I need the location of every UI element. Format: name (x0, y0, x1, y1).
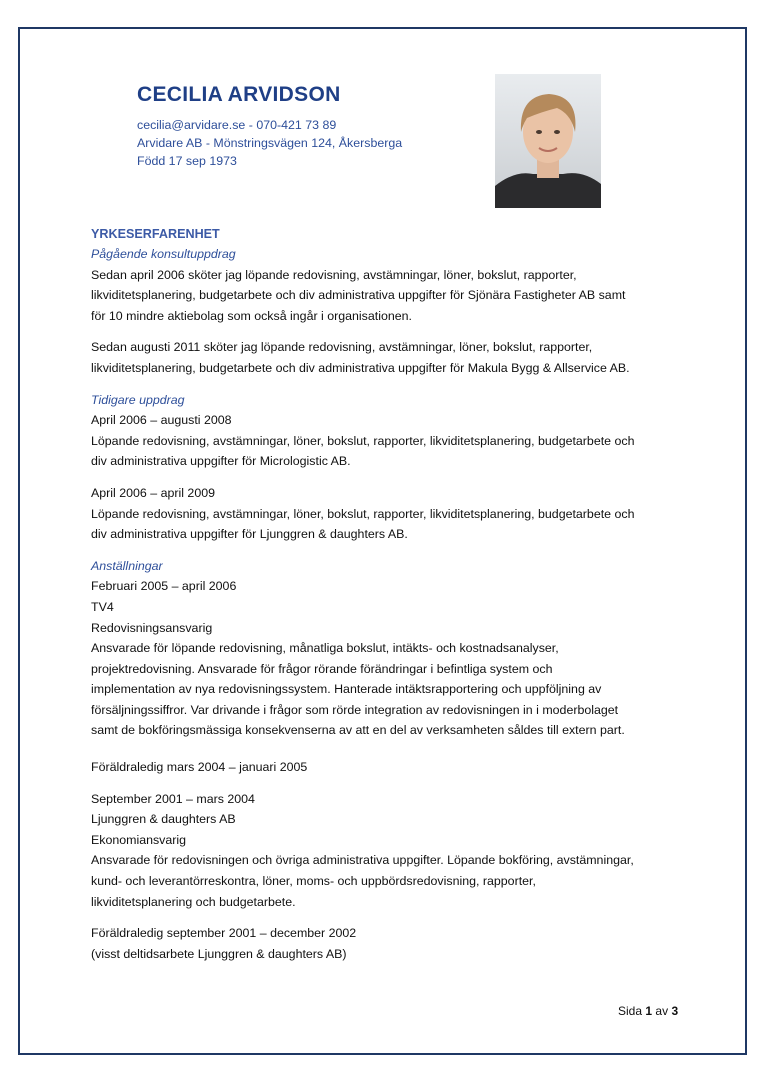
text-line: div administrativa uppgifter för Micrologistic AB. (91, 454, 351, 469)
page-label: Sida (618, 1004, 643, 1018)
person-name: CECILIA ARVIDSON (137, 83, 341, 106)
text-line: Sedan augusti 2011 sköter jag löpande redovisning, avstämningar, löner, bokslut, rapporter, (91, 340, 593, 355)
text-line: Löpande redovisning, avstämningar, löner, bokslut, rapporter, likviditetsplanering, budgetarbete och (91, 433, 635, 448)
text-line: Löpande redovisning, avstämningar, löner, bokslut, rapporter, likviditetsplanering, budgetarbete och (91, 506, 635, 521)
page-current: 1 (645, 1004, 653, 1018)
text-line: Ansvarade för redovisningen och övriga administrativa uppgifter. Löpande bokföring, avstämningar, (91, 853, 634, 868)
assignment-micrologistic (91, 410, 681, 472)
cv-body (91, 224, 681, 964)
page-number (618, 1004, 678, 1018)
text-line: div administrativa uppgifter för Ljunggren & daughters AB. (91, 527, 408, 542)
assignment-ljunggren (91, 483, 681, 545)
text-line: kund- och leverantörreskontra, löner, moms- och uppbördsredovisning, rapporter, (91, 874, 536, 889)
employment-ljunggren (91, 789, 681, 913)
assignment-period: April 2006 – april 2009 (91, 485, 215, 500)
employer-name: Ljunggren & daughters AB (91, 812, 236, 827)
portrait-image (495, 74, 601, 208)
text-line: Ansvarade för löpande redovisning, månatliga bokslut, intäkts- och kostnadsanalyser, (91, 641, 559, 656)
page-total: 3 (671, 1004, 679, 1018)
employer-name: TV4 (91, 599, 114, 614)
contact-address: Arvidare AB - Mönstringsvägen 124, Åkersberga (137, 136, 403, 150)
employment-period: Februari 2005 – april 2006 (91, 579, 237, 594)
assignment-period: April 2006 – augusti 2008 (91, 413, 232, 428)
page-of: av (655, 1004, 669, 1018)
text-line: försäljningssiffror. Var drivande i frågor som rörde integration av redovisningen in i moderbolaget (91, 702, 619, 717)
text-line: likviditetsplanering och budgetarbete. (91, 894, 296, 909)
job-role: Ekonomiansvarig (91, 832, 187, 847)
contact-email-phone: cecilia@arvidare.se - 070-421 73 89 (137, 118, 337, 132)
employment-period: September 2001 – mars 2004 (91, 791, 255, 806)
parental-leave-1: Föräldraledig mars 2004 – januari 2005 (91, 760, 308, 775)
contact-block (137, 116, 402, 170)
text-line: likviditetsplanering, budgetarbete och div administrativa uppgifter för Makula Bygg & Allservice AB. (91, 360, 630, 375)
text-line: projektredovisning. Ansvarade för frågor rörande förändringar i befintliga system och (91, 661, 553, 676)
employment-tv4 (91, 576, 681, 741)
birth-date: Född 17 sep 1973 (137, 154, 237, 168)
subheading-previous: Tidigare uppdrag (91, 392, 185, 407)
paragraph-ongoing-2 (91, 337, 681, 378)
section-title-experience: YRKESERFARENHET (91, 227, 220, 241)
subheading-ongoing: Pågående konsultuppdrag (91, 247, 236, 261)
paragraph-ongoing-1 (91, 265, 681, 327)
text-line: Sedan april 2006 sköter jag löpande redovisning, avstämningar, löner, bokslut, rapporter, (91, 267, 577, 282)
parental-leave-2 (91, 923, 681, 964)
cv-header (137, 82, 402, 170)
text-line: för 10 mindre aktiebolag som också ingår i organisationen. (91, 308, 412, 323)
subheading-employment: Anställningar (91, 558, 163, 573)
text-line: samt de bokföringsmässiga konsekvenserna av att en del av verksamheten såldes till extern part. (91, 723, 625, 738)
text-line: likviditetsplanering, budgetarbete och div administrativa uppgifter för Sjönära Fastigheter AB samt (91, 288, 626, 303)
profile-photo (495, 74, 601, 208)
job-role: Redovisningsansvarig (91, 620, 213, 635)
text-line: implementation av nya redovisningssystem. Hanterade intäktsrapportering och uppföljning av (91, 682, 602, 697)
text-line: Föräldraledig september 2001 – december 2002 (91, 926, 357, 941)
text-line: (visst deltidsarbete Ljunggren & daughters AB) (91, 946, 347, 961)
